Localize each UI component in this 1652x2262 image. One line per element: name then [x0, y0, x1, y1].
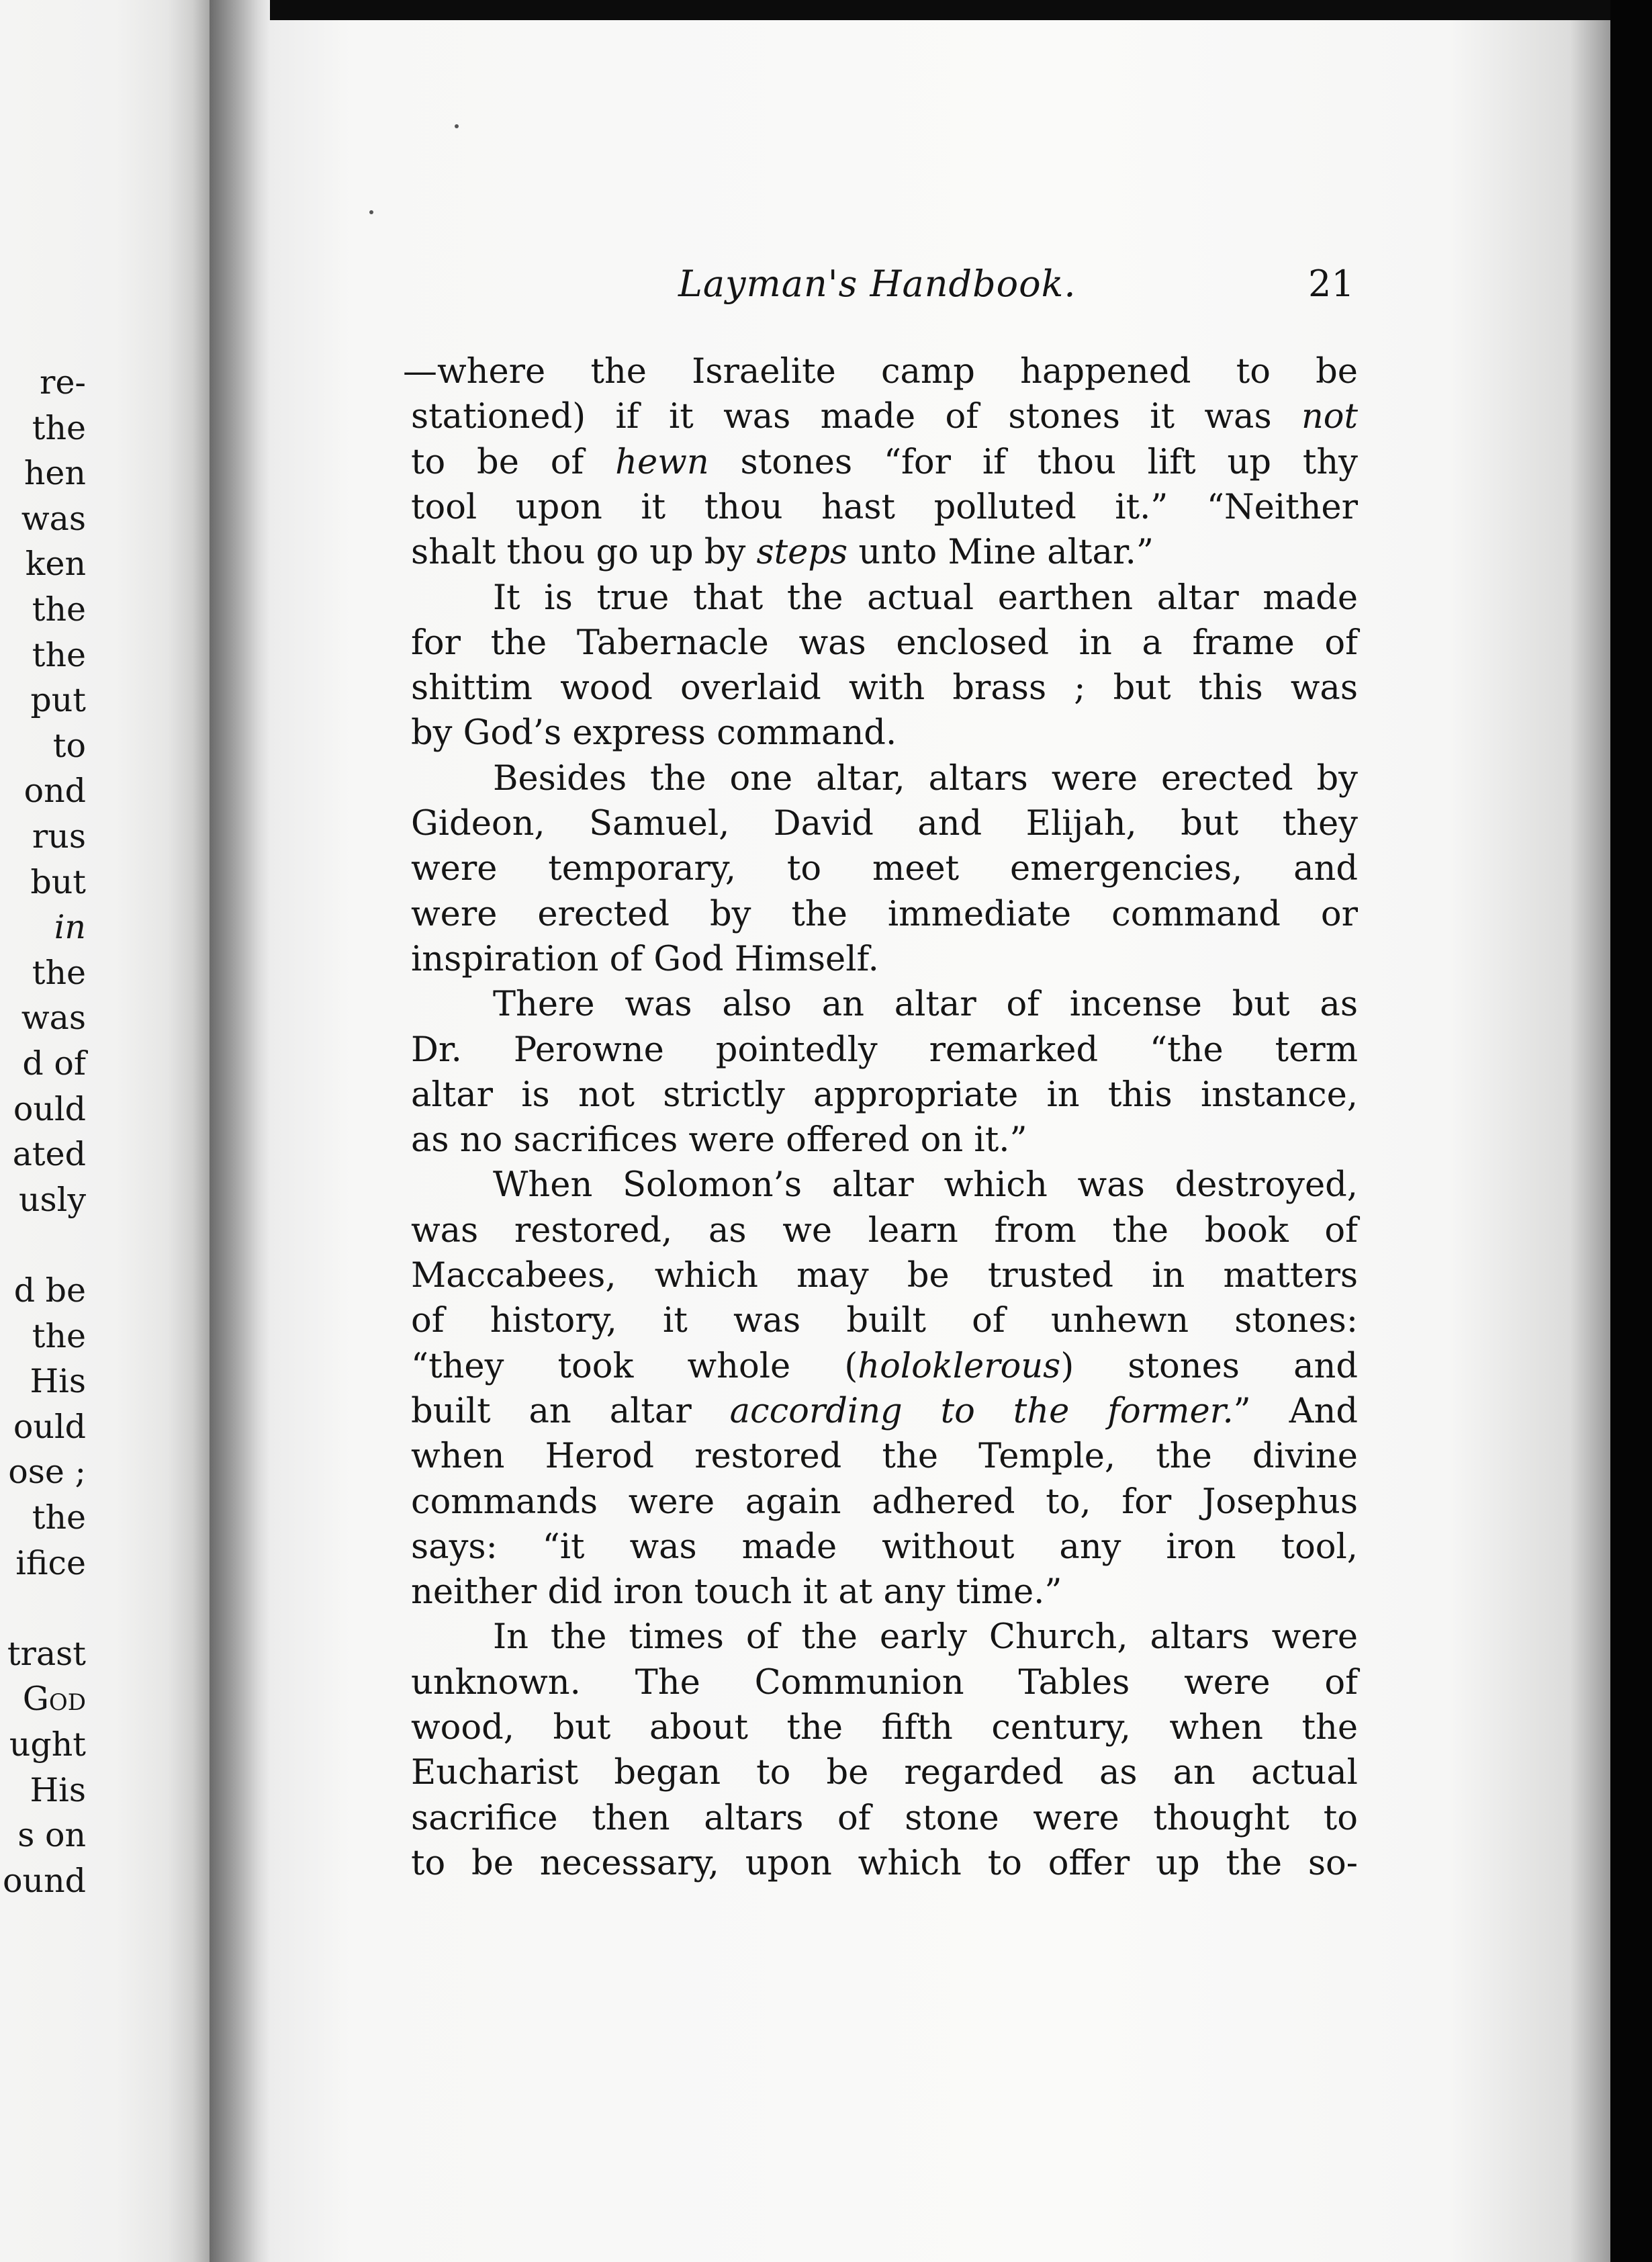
text-run: Maccabees, which may be trusted in matters: [411, 1256, 1358, 1296]
text-line: [411, 892, 1358, 938]
left-page: [0, 0, 210, 2262]
text-line: [411, 801, 1358, 847]
left-page-line: ose ;: [8, 1453, 86, 1492]
text-line: [411, 440, 1358, 486]
text-run: stones “for if thou lift up thy: [708, 442, 1358, 482]
left-page-line: put: [30, 681, 86, 720]
text-run: shalt thou go up by: [411, 533, 757, 573]
left-page-line: the: [32, 953, 86, 992]
text-run: stationed) if it was made of stones it was: [411, 397, 1301, 437]
text-run: “they took whole (: [411, 1346, 858, 1386]
italic-text: not: [1301, 397, 1358, 437]
text-line: [411, 1163, 1358, 1208]
text-run: ) stones and: [1060, 1346, 1358, 1386]
text-line: [411, 1028, 1358, 1073]
text-run: built an altar: [411, 1391, 730, 1431]
text-line: [411, 756, 1358, 802]
text-line: [411, 1253, 1358, 1299]
left-page-line: the: [32, 1498, 86, 1537]
text-run: wood, but about the fifth century, when the: [411, 1708, 1358, 1748]
left-page-line: trast: [7, 1634, 86, 1673]
text-run: as no sacrifices were offered on it.”: [411, 1120, 1027, 1161]
text-run: was restored, as we learn from the book of: [411, 1210, 1358, 1251]
left-page-line: His: [30, 1770, 86, 1809]
text-line: [411, 1480, 1358, 1525]
ink-speck: [369, 210, 373, 214]
text-line: [411, 1615, 1358, 1660]
left-page-line: the: [32, 408, 86, 447]
ink-speck: [455, 124, 459, 128]
left-page-line: d be: [13, 1271, 86, 1310]
left-page-line: but: [30, 862, 86, 901]
text-line: [411, 1344, 1358, 1390]
text-run: were temporary, to meet emergencies, and: [411, 849, 1358, 889]
text-line: [411, 846, 1358, 892]
left-page-line: rus: [32, 817, 86, 856]
text-run: Eucharist began to be regarded as an actual: [411, 1753, 1358, 1793]
left-page-line: s on: [17, 1816, 86, 1855]
text-line: [411, 1434, 1358, 1480]
text-line: [411, 666, 1358, 711]
text-line: [411, 1750, 1358, 1796]
left-page-line: the: [32, 1316, 86, 1355]
text-line: [411, 394, 1358, 440]
text-run: says: “it was made without any iron tool,: [411, 1527, 1358, 1567]
text-line: [411, 1660, 1358, 1706]
text-line: [403, 349, 1358, 395]
text-line: [411, 937, 1358, 983]
left-page-line: hen: [24, 454, 86, 493]
text-run: of history, it was built of unhewn stones:: [411, 1301, 1358, 1341]
text-run: neither did iron touch it at any time.”: [411, 1572, 1062, 1613]
text-run: for the Tabernacle was enclosed in a frame of: [411, 623, 1358, 663]
page-top-edge: [270, 0, 1610, 20]
text-run: ” And: [1233, 1391, 1358, 1431]
text-line: [411, 1298, 1358, 1344]
text-run: to be of: [411, 442, 616, 482]
text-run: Dr. Perowne pointedly remarked “the term: [411, 1030, 1358, 1070]
text-line: [411, 1073, 1358, 1118]
text-line: [411, 982, 1358, 1028]
italic-text: steps: [756, 533, 848, 573]
left-page-line: ould: [13, 1089, 86, 1128]
text-line: [411, 1525, 1358, 1570]
text-run: When Solomon’s altar which was destroyed,: [493, 1165, 1358, 1206]
text-run: unto Mine altar.”: [847, 533, 1154, 573]
left-page-line: His: [30, 1362, 86, 1401]
text-line: [411, 1570, 1358, 1615]
text-run: to be necessary, upon which to offer up the so-: [411, 1843, 1358, 1883]
text-line: [411, 711, 1358, 756]
left-page-line: the: [32, 635, 86, 674]
left-page-line: ken: [25, 545, 86, 584]
text-run: Gideon, Samuel, David and Elijah, but they: [411, 804, 1358, 844]
text-run: when Herod restored the Temple, the divine: [411, 1437, 1358, 1477]
page-number: 21: [1308, 263, 1355, 305]
text-line: [411, 1705, 1358, 1751]
left-page-line: in: [54, 908, 86, 947]
running-header: Layman's Handbook.: [678, 263, 1076, 305]
text-run: Besides the one altar, altars were erected by: [493, 758, 1358, 799]
text-run: shittim wood overlaid with brass ; but this was: [411, 668, 1358, 709]
left-page-line: was: [21, 999, 86, 1038]
left-page-line: ould: [13, 1407, 86, 1446]
text-run: commands were again adhered to, for Josephus: [411, 1482, 1358, 1522]
text-run: tool upon it thou hast polluted it.” “Neither: [411, 487, 1358, 527]
text-run: altar is not strictly appropriate in this instance,: [411, 1075, 1358, 1115]
left-page-line: God: [22, 1680, 86, 1719]
left-page-line: ond: [24, 772, 86, 811]
left-page-line: ated: [12, 1135, 86, 1174]
italic-text: according to the former.: [729, 1391, 1234, 1431]
text-line: [411, 1389, 1358, 1435]
left-page-line: ifice: [15, 1543, 86, 1582]
text-run: —where the Israelite camp happened to be: [403, 352, 1358, 392]
text-run: unknown. The Communion Tables were of: [411, 1662, 1358, 1703]
text-line: [411, 621, 1358, 666]
text-run: were erected by the immediate command or: [411, 894, 1358, 934]
left-page-line: re-: [40, 363, 86, 402]
italic-text: hewn: [615, 442, 709, 482]
text-run: In the times of the early Church, altars were: [493, 1617, 1358, 1658]
text-line: [411, 1841, 1358, 1887]
text-line: [411, 1118, 1358, 1163]
text-run: It is true that the actual earthen altar made: [493, 578, 1358, 618]
left-page-line: to: [52, 726, 86, 765]
text-line: [411, 576, 1358, 621]
text-line: [411, 530, 1358, 576]
left-page-line: d of: [22, 1044, 86, 1083]
text-run: inspiration of God Himself.: [411, 939, 879, 979]
text-line: [411, 485, 1358, 531]
text-run: by God’s express command.: [411, 713, 897, 754]
text-run: There was also an altar of incense but as: [493, 985, 1358, 1025]
left-page-line: the: [32, 590, 86, 629]
left-page-line: usly: [18, 1180, 86, 1219]
left-page-line: was: [21, 499, 86, 538]
italic-text: holoklerous: [858, 1346, 1061, 1386]
text-line: [411, 1208, 1358, 1254]
left-page-line: ught: [9, 1725, 86, 1764]
left-page-line: ound: [3, 1861, 86, 1900]
text-line: [411, 1796, 1358, 1842]
book-gutter: [210, 0, 270, 2262]
text-run: sacrifice then altars of stone were thought to: [411, 1798, 1358, 1838]
